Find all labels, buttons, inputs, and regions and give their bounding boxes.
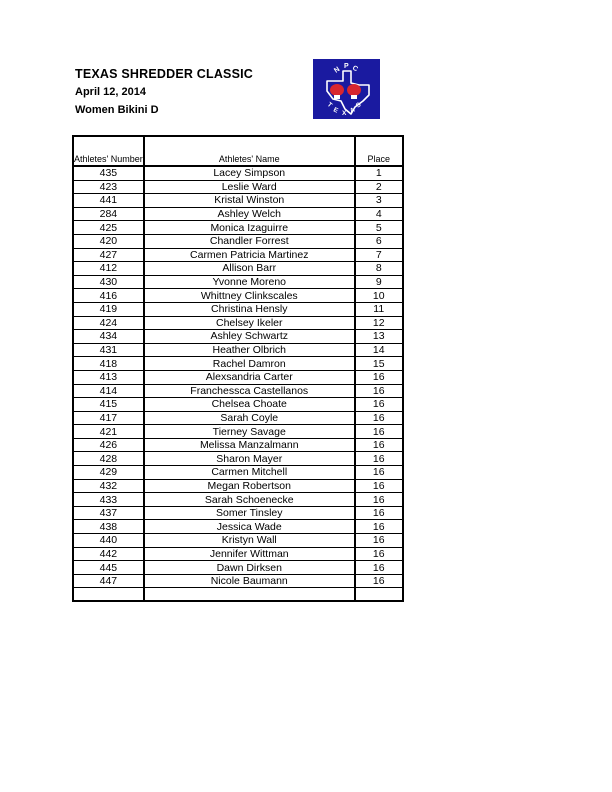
number-cell: 428 [73,452,144,466]
place-cell: 16 [355,561,403,575]
number-cell: 423 [73,180,144,194]
table-row [73,398,403,412]
place-cell: 12 [355,316,403,330]
name-cell: Jessica Wade [144,520,355,534]
npc-texas-logo-icon [313,59,380,119]
table-row [73,302,403,316]
logo-bottom-letter-2: E [332,106,340,115]
name-cell: Somer Tinsley [144,506,355,520]
place-cell: 16 [355,466,403,480]
number-cell: 435 [73,166,144,180]
column-header-name: Athletes' Name [144,136,355,166]
place-cell: 16 [355,534,403,548]
name-cell: Ashley Schwartz [144,330,355,344]
table-row [73,275,403,289]
logo-top-letter-3: C [351,64,359,74]
table-row [73,166,403,180]
logo-top-letter-2: P [344,63,349,70]
npc-texas-logo [313,59,380,119]
number-cell: 426 [73,438,144,452]
number-cell: 418 [73,357,144,371]
results-table-body [73,166,403,601]
number-cell: 430 [73,275,144,289]
number-cell: 442 [73,547,144,561]
division-name: Women Bikini D [75,104,159,116]
table-row [73,180,403,194]
place-cell: 16 [355,425,403,439]
place-cell: 14 [355,343,403,357]
column-header-number: Athletes' Number [73,136,144,166]
table-row [73,370,403,384]
event-date: April 12, 2014 [75,86,146,98]
empty-cell [73,588,144,602]
number-cell: 432 [73,479,144,493]
number-cell: 412 [73,262,144,276]
table-header-row [73,136,403,166]
logo-top-letter-1: N [333,66,342,75]
table-row [73,438,403,452]
name-cell: Melissa Manzalmann [144,438,355,452]
place-cell: 2 [355,180,403,194]
table-row [73,207,403,221]
name-cell: Leslie Ward [144,180,355,194]
number-cell: 427 [73,248,144,262]
place-cell: 16 [355,452,403,466]
number-cell: 438 [73,520,144,534]
table-row [73,452,403,466]
place-cell: 16 [355,493,403,507]
name-cell: Tierney Savage [144,425,355,439]
place-cell: 8 [355,262,403,276]
name-cell: Carmen Patricia Martinez [144,248,355,262]
table-row [73,479,403,493]
place-cell: 7 [355,248,403,262]
name-cell: Chandler Forrest [144,234,355,248]
table-row [73,384,403,398]
number-cell: 413 [73,370,144,384]
name-cell: Jennifer Wittman [144,547,355,561]
name-cell: Kristal Winston [144,194,355,208]
name-cell: Ashley Welch [144,207,355,221]
number-cell: 284 [73,207,144,221]
number-cell: 429 [73,466,144,480]
place-cell: 16 [355,479,403,493]
empty-table-row [73,588,403,602]
place-cell: 16 [355,520,403,534]
place-cell: 16 [355,411,403,425]
place-cell: 9 [355,275,403,289]
table-row [73,466,403,480]
name-cell: Monica Izaguirre [144,221,355,235]
name-cell: Franchessca Castellanos [144,384,355,398]
place-cell: 16 [355,398,403,412]
empty-cell [144,588,355,602]
logo-bottom-letter-3: X [342,110,347,117]
name-cell: Sarah Coyle [144,411,355,425]
table-row [73,520,403,534]
name-cell: Allison Barr [144,262,355,276]
number-cell: 419 [73,302,144,316]
name-cell: Christina Hensly [144,302,355,316]
place-cell: 15 [355,357,403,371]
place-cell: 16 [355,574,403,588]
name-cell: Chelsey Ikeler [144,316,355,330]
number-cell: 437 [73,506,144,520]
table-row [73,534,403,548]
name-cell: Lacey Simpson [144,166,355,180]
name-cell: Sarah Schoenecke [144,493,355,507]
name-cell: Sharon Mayer [144,452,355,466]
number-cell: 421 [73,425,144,439]
place-cell: 16 [355,506,403,520]
number-cell: 431 [73,343,144,357]
number-cell: 424 [73,316,144,330]
column-header-place: Place [355,136,403,166]
name-cell: Nicole Baumann [144,574,355,588]
logo-bottom-letter-4: A [348,106,357,115]
name-cell: Heather Olbrich [144,343,355,357]
place-cell: 11 [355,302,403,316]
table-row [73,248,403,262]
name-cell: Yvonne Moreno [144,275,355,289]
empty-cell [355,588,403,602]
number-cell: 425 [73,221,144,235]
logo-bottom-letter-5: S [354,101,363,110]
number-cell: 417 [73,411,144,425]
place-cell: 4 [355,207,403,221]
name-cell: Carmen Mitchell [144,466,355,480]
number-cell: 414 [73,384,144,398]
table-row [73,493,403,507]
number-cell: 441 [73,194,144,208]
place-cell: 1 [355,166,403,180]
table-row [73,357,403,371]
name-cell: Rachel Damron [144,357,355,371]
table-row [73,262,403,276]
place-cell: 16 [355,438,403,452]
name-cell: Chelsea Choate [144,398,355,412]
place-cell: 13 [355,330,403,344]
table-row [73,221,403,235]
number-cell: 415 [73,398,144,412]
place-cell: 16 [355,547,403,561]
number-cell: 420 [73,234,144,248]
number-cell: 445 [73,561,144,575]
number-cell: 434 [73,330,144,344]
name-cell: Whittney Clinkscales [144,289,355,303]
place-cell: 3 [355,194,403,208]
number-cell: 447 [73,574,144,588]
table-row [73,411,403,425]
name-cell: Dawn Dirksen [144,561,355,575]
table-row [73,330,403,344]
table-row [73,506,403,520]
table-row [73,561,403,575]
number-cell: 440 [73,534,144,548]
place-cell: 16 [355,384,403,398]
table-row [73,316,403,330]
logo-bottom-letter-1: T [325,101,334,110]
table-row [73,574,403,588]
table-row [73,343,403,357]
place-cell: 6 [355,234,403,248]
place-cell: 16 [355,370,403,384]
number-cell: 416 [73,289,144,303]
table-row [73,194,403,208]
table-row [73,425,403,439]
table-row [73,234,403,248]
name-cell: Megan Robertson [144,479,355,493]
place-cell: 10 [355,289,403,303]
table-row [73,289,403,303]
place-cell: 5 [355,221,403,235]
page-title: TEXAS SHREDDER CLASSIC [75,67,254,81]
table-row [73,547,403,561]
name-cell: Kristyn Wall [144,534,355,548]
number-cell: 433 [73,493,144,507]
name-cell: Alexsandria Carter [144,370,355,384]
results-table [72,135,404,602]
